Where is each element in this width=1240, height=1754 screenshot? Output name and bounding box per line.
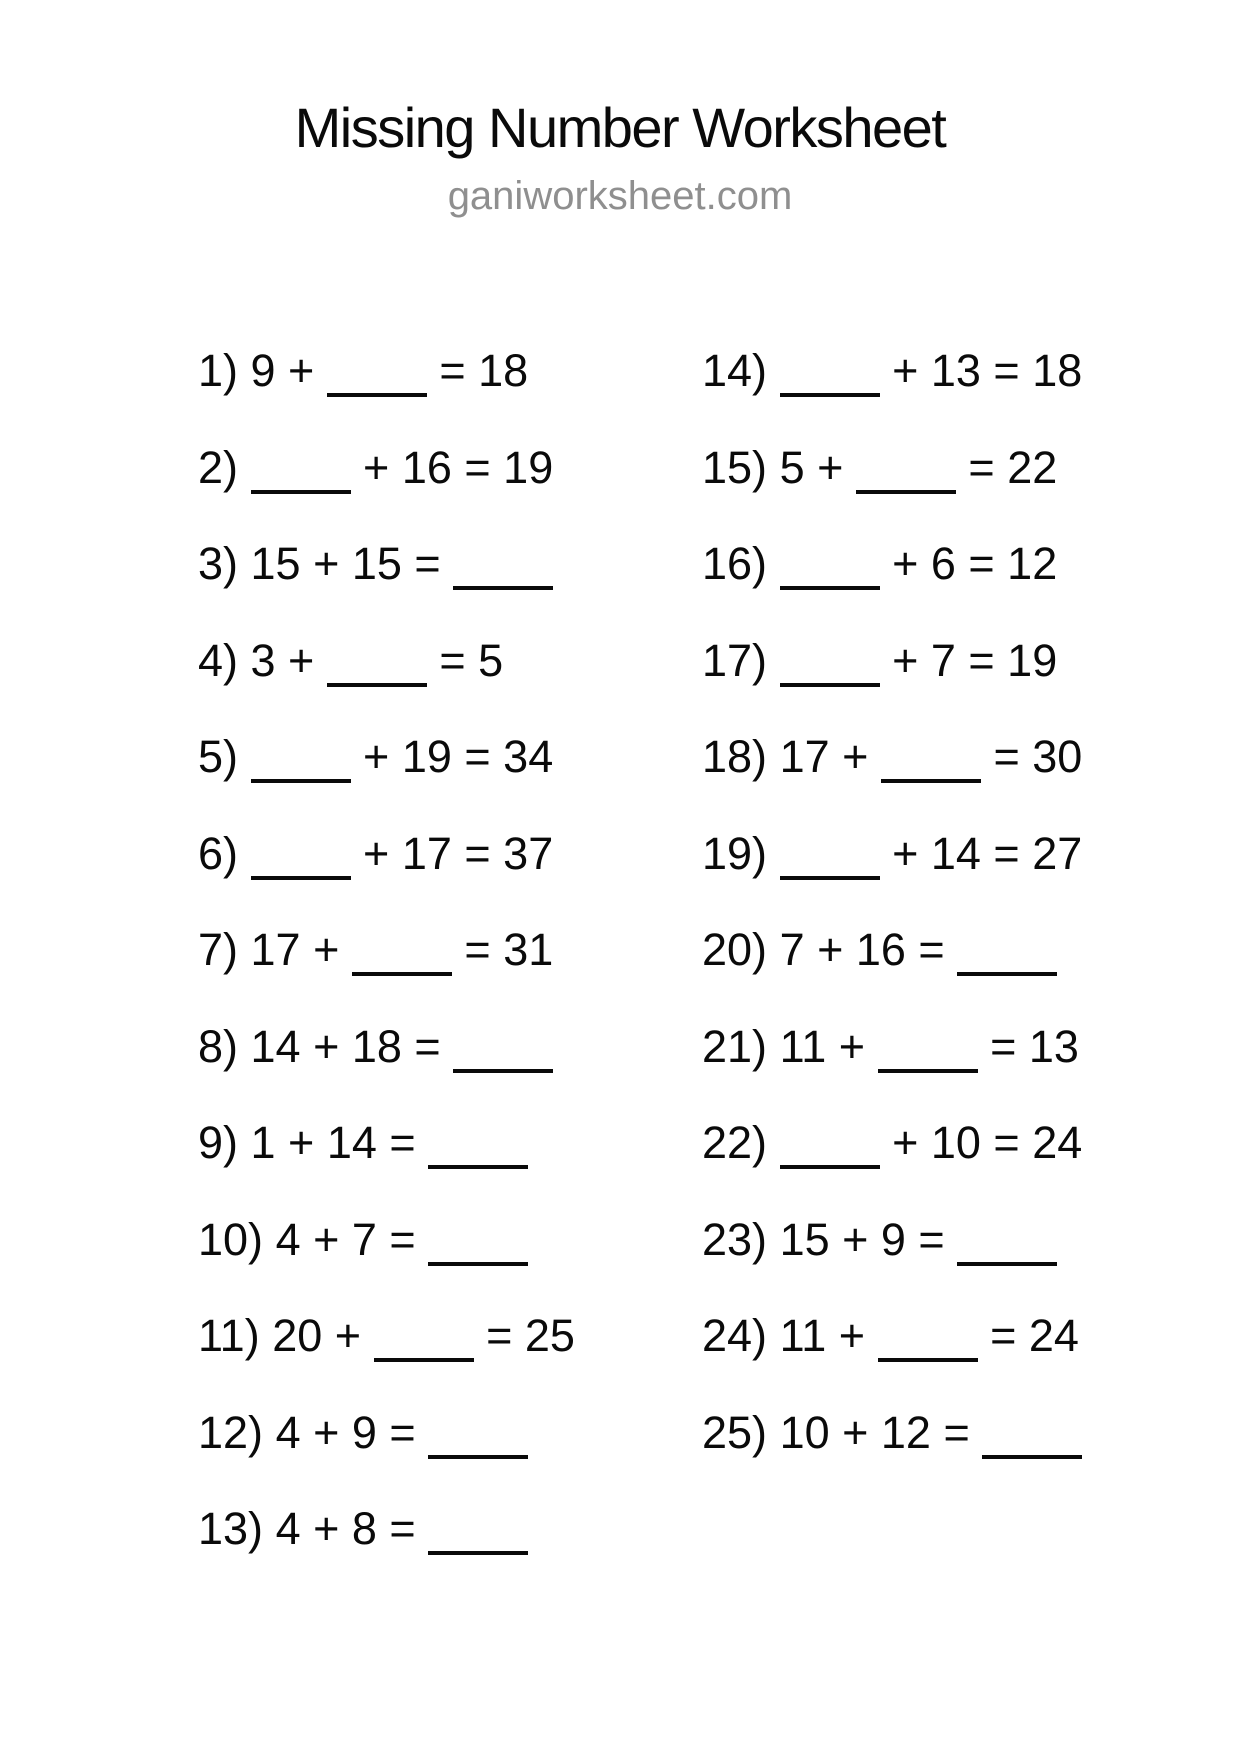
answer-blank [327, 683, 427, 687]
problem-number: 6) [198, 827, 239, 879]
problem-row [702, 1192, 1082, 1289]
problem-expression-after: = 13 [990, 1020, 1079, 1072]
problem-row [198, 516, 575, 613]
answer-blank [878, 1358, 978, 1362]
problem-row [198, 1095, 575, 1192]
problem-row [198, 1192, 575, 1289]
problem-row [702, 806, 1082, 903]
problem-number: 12) [198, 1406, 264, 1458]
problem-expression-before: 14 + 18 = [250, 1020, 441, 1072]
problem-number: 22) [702, 1117, 768, 1168]
answer-blank [780, 876, 880, 880]
answer-blank [352, 972, 452, 976]
problem-expression-after: + 19 = 34 [363, 731, 554, 782]
problem-number: 13) [198, 1503, 264, 1554]
answer-blank [453, 1069, 553, 1073]
problem-expression-before: 11 + [779, 1020, 866, 1072]
problem-expression-before: 4 + 7 = [275, 1213, 416, 1265]
problem-expression-after: = 18 [439, 345, 529, 396]
problem-expression-after: = 24 [990, 1310, 1079, 1361]
problem-number: 4) [198, 634, 239, 686]
problem-expression-after: + 7 = 19 [892, 634, 1058, 686]
answer-blank [856, 490, 956, 494]
answer-blank [982, 1455, 1082, 1459]
problem-number: 2) [198, 441, 239, 493]
problem-expression-before: 17 + [779, 731, 869, 782]
problem-expression-after: + 10 = 24 [892, 1117, 1083, 1168]
problem-number: 25) [702, 1406, 768, 1458]
problem-row [702, 1095, 1082, 1192]
problem-expression-after: = 22 [968, 441, 1058, 493]
problem-expression-before: 9 + [250, 345, 315, 396]
problem-number: 9) [198, 1117, 239, 1168]
problem-row [702, 999, 1082, 1096]
page-title: Missing Number Worksheet [294, 96, 946, 159]
problem-number: 8) [198, 1020, 239, 1072]
problem-number: 17) [702, 634, 768, 686]
answer-blank [428, 1551, 528, 1555]
problem-row [198, 902, 575, 999]
problem-row [198, 1288, 575, 1385]
problem-row [702, 323, 1082, 420]
problem-row [198, 999, 575, 1096]
problem-expression-before: 3 + [250, 634, 315, 686]
problem-number: 1) [198, 345, 239, 396]
problem-number: 20) [702, 924, 768, 975]
answer-blank [881, 779, 981, 783]
problem-expression-after: = 30 [993, 731, 1083, 782]
problem-expression-before: 15 + 15 = [250, 538, 441, 589]
answer-blank [878, 1069, 978, 1073]
problem-row [198, 1481, 575, 1578]
problem-row [702, 902, 1082, 999]
answer-blank [780, 1165, 880, 1169]
problem-expression-after: + 17 = 37 [363, 827, 554, 879]
answer-blank [957, 972, 1057, 976]
problem-row [702, 420, 1082, 517]
site-watermark: ganiworksheet.com [447, 174, 793, 218]
problem-number: 15) [702, 441, 768, 493]
problem-expression-before: 1 + 14 = [250, 1117, 416, 1168]
answer-blank [251, 876, 351, 880]
problem-expression-before: 17 + [250, 924, 340, 975]
problem-expression-after: = 31 [464, 924, 554, 975]
problem-number: 24) [702, 1310, 768, 1361]
answer-blank [251, 779, 351, 783]
problem-number: 10) [198, 1213, 264, 1265]
problem-expression-before: 11 + [779, 1310, 866, 1361]
problem-expression-before: 4 + 8 = [275, 1503, 416, 1554]
problem-row [198, 323, 575, 420]
problem-row [702, 1385, 1082, 1482]
problem-row [702, 709, 1082, 806]
problem-expression-before: 10 + 12 = [779, 1406, 970, 1458]
problem-row [198, 1385, 575, 1482]
problem-number: 18) [702, 731, 768, 782]
problem-row [702, 613, 1082, 710]
problem-number: 19) [702, 827, 768, 879]
answer-blank [428, 1455, 528, 1459]
answer-blank [453, 586, 553, 590]
problem-number: 21) [702, 1020, 768, 1072]
problem-expression-before: 7 + 16 = [779, 924, 945, 975]
problem-expression-before: 15 + 9 = [779, 1213, 945, 1265]
problem-row [198, 709, 575, 806]
problem-expression-after: + 13 = 18 [892, 345, 1083, 396]
problem-expression-after: + 14 = 27 [892, 827, 1083, 879]
problem-number: 11) [198, 1310, 260, 1361]
answer-blank [957, 1262, 1057, 1266]
answer-blank [780, 586, 880, 590]
problem-expression-after: = 5 [439, 634, 504, 686]
problem-expression-after: + 6 = 12 [892, 538, 1058, 589]
problem-expression-before: 4 + 9 = [275, 1406, 416, 1458]
problem-number: 3) [198, 538, 239, 589]
problem-expression-after: = 25 [486, 1310, 575, 1361]
problem-number: 16) [702, 538, 768, 589]
answer-blank [780, 393, 880, 397]
problem-row [198, 420, 575, 517]
problem-row [198, 613, 575, 710]
problem-number: 7) [198, 924, 239, 975]
answer-blank [428, 1165, 528, 1169]
problems-column-right [702, 323, 1082, 1481]
answer-blank [327, 393, 427, 397]
problem-expression-before: 5 + [779, 441, 844, 493]
answer-blank [251, 490, 351, 494]
problem-row [198, 806, 575, 903]
answer-blank [780, 683, 880, 687]
problem-expression-after: + 16 = 19 [363, 441, 554, 493]
problem-number: 5) [198, 731, 239, 782]
answer-blank [428, 1262, 528, 1266]
problem-row [702, 516, 1082, 613]
answer-blank [374, 1358, 474, 1362]
problems-column-left [198, 323, 575, 1578]
problem-number: 23) [702, 1213, 768, 1265]
problem-row [702, 1288, 1082, 1385]
problem-number: 14) [702, 345, 768, 396]
problem-expression-before: 20 + [272, 1310, 362, 1361]
